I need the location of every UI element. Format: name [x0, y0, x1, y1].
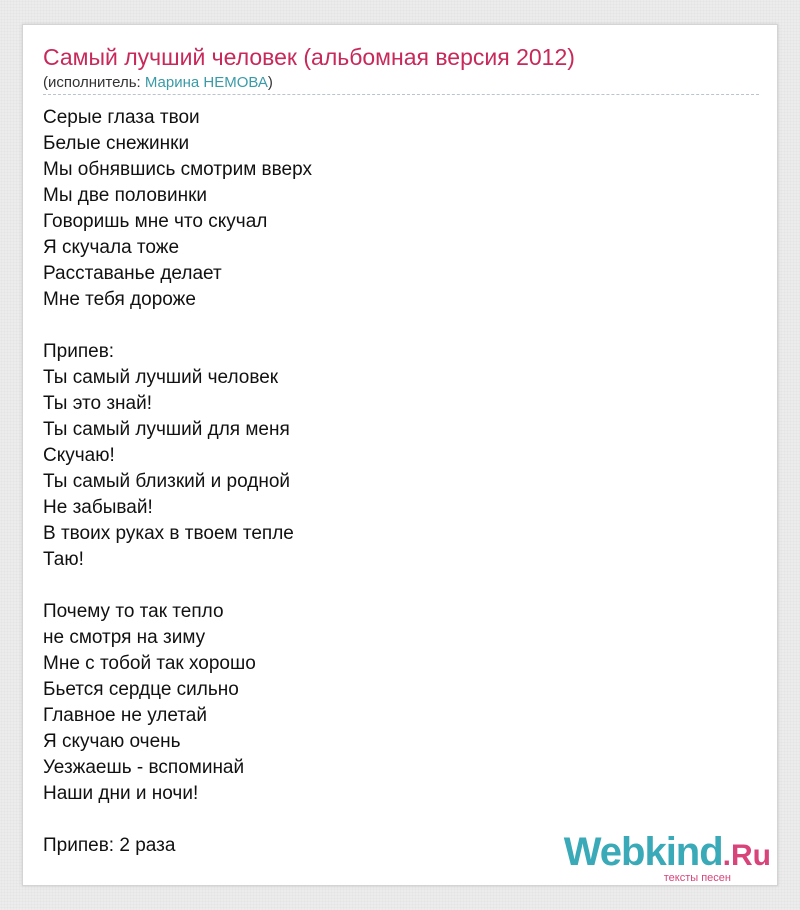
lyrics-card	[22, 24, 778, 886]
lyric-line: Бьется сердце сильно	[43, 679, 239, 700]
lyric-line: Не забывай!	[43, 497, 153, 518]
lyric-line: Почему то так тепло	[43, 601, 224, 622]
lyric-line: Я скучала тоже	[43, 237, 180, 258]
lyric-line: Припев: 2 раза	[43, 835, 176, 856]
lyric-line: не смотря на зиму	[43, 627, 206, 648]
lyric-line: Мне с тобой так хорошо	[43, 653, 256, 674]
song-title: Самый лучший человек (альбомная версия 2012)	[43, 44, 575, 70]
lyric-line: Припев:	[43, 341, 115, 362]
lyric-line: Ты самый близкий и родной	[43, 471, 291, 492]
lyrics-blank-line	[43, 573, 312, 599]
lyric-line: Мы две половинки	[43, 185, 208, 206]
artist-prefix: (исполнитель:	[43, 74, 145, 91]
artist-line	[43, 74, 273, 92]
lyric-line: Скучаю!	[43, 445, 115, 466]
logo-tagline: тексты песен	[663, 872, 731, 884]
site-logo[interactable]	[563, 830, 771, 884]
title-divider	[43, 94, 759, 95]
lyrics-blank-line	[43, 807, 312, 833]
lyric-line: Я скучаю очень	[43, 731, 181, 752]
lyric-line: Расставанье делает	[43, 263, 222, 284]
lyric-line: Наши дни и ночи!	[43, 783, 199, 804]
lyric-line: Уезжаешь - вспоминай	[43, 757, 245, 778]
logo-domain: .Ru	[722, 839, 771, 872]
lyrics-text	[43, 105, 312, 859]
logo-wordmark	[563, 830, 771, 875]
lyric-line: Серые глаза твои	[43, 107, 200, 128]
lyric-line: Говоришь мне что скучал	[43, 211, 268, 232]
artist-suffix: )	[267, 74, 273, 91]
artist-link[interactable]: Марина НЕМОВА	[144, 74, 268, 91]
lyric-line: Таю!	[43, 549, 84, 570]
lyric-line: Ты самый лучший человек	[43, 367, 279, 388]
lyric-line: Ты это знай!	[43, 393, 152, 414]
lyrics-blank-line	[43, 313, 312, 339]
lyric-line: Ты самый лучший для меня	[43, 419, 290, 440]
lyric-line: Главное не улетай	[43, 705, 207, 726]
lyric-line: Мне тебя дороже	[43, 289, 196, 310]
lyric-line: В твоих руках в твоем тепле	[43, 523, 294, 544]
lyric-line: Мы обнявшись смотрим вверх	[43, 159, 312, 180]
lyric-line: Белые снежинки	[43, 133, 190, 154]
logo-name: Webkind	[563, 830, 723, 874]
